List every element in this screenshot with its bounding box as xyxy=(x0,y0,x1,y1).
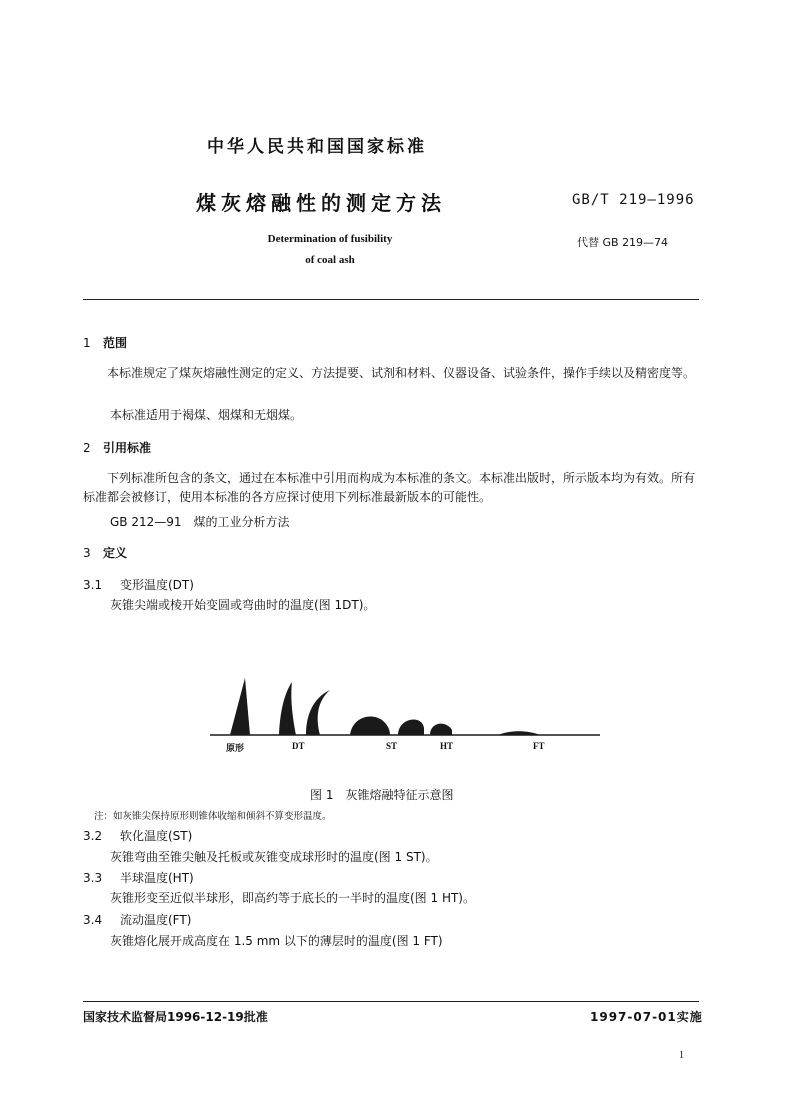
cone-dt-shape xyxy=(279,682,296,735)
header-divider xyxy=(83,299,699,300)
definition-number: 3.4 xyxy=(83,913,103,927)
section-2-heading xyxy=(83,439,151,456)
document-title-cn: 煤灰熔融性的测定方法 xyxy=(196,191,446,215)
cone-dt-bent-shape xyxy=(306,690,330,735)
approval-statement: 国家技术监督局1996-12-19批准 xyxy=(83,1010,268,1024)
cone-ft-shape xyxy=(498,731,540,735)
title-en-line2: of coal ash xyxy=(305,254,355,266)
definition-term: 软化温度(ST) xyxy=(120,829,193,843)
definition-number: 3.1 xyxy=(83,578,103,592)
section-1-paragraph-2: 本标准适用于褐煤、烟煤和无烟煤。 xyxy=(110,408,303,422)
figure-label-st: ST xyxy=(386,741,398,751)
section-3-heading xyxy=(83,544,127,561)
definition-3-3-term xyxy=(83,869,194,886)
footer-divider xyxy=(83,1001,699,1002)
definition-term: 半球温度(HT) xyxy=(120,871,194,885)
definition-number: 3.3 xyxy=(83,871,103,885)
page-number: 1 xyxy=(679,1050,684,1061)
standard-number: GB/T 219—1996 xyxy=(572,192,695,208)
definition-3-4-term xyxy=(83,911,191,928)
figure-label-dt: DT xyxy=(292,741,305,751)
section-title: 引用标准 xyxy=(103,441,152,455)
figure-caption: 图 1 灰锥熔融特征示意图 xyxy=(310,788,454,802)
definition-3-2-term xyxy=(83,827,192,844)
reference-gb212: GB 212—91 煤的工业分析方法 xyxy=(110,515,290,529)
section-number: 1 xyxy=(83,336,91,350)
replaces-standard: 代替 GB 219—74 xyxy=(577,236,669,249)
effective-date: 1997-07-01实施 xyxy=(590,1010,703,1024)
definition-term: 流动温度(FT) xyxy=(120,913,192,927)
document-title-en xyxy=(230,229,430,271)
definition-3-1-text: 灰锥尖端或棱开始变圆或弯曲时的温度(图 1DT)。 xyxy=(110,598,376,612)
figure-note: 注：如灰锥尖保持原形则锥体收缩和倾斜不算变形温度。 xyxy=(94,811,332,822)
section-number: 3 xyxy=(83,546,91,560)
cone-ht-round-shape xyxy=(430,724,452,735)
figure-label-ft: FT xyxy=(533,741,545,751)
figure-label-ht: HT xyxy=(440,741,454,751)
definition-term: 变形温度(DT) xyxy=(120,578,194,592)
cone-ht-shape xyxy=(398,720,424,735)
definition-3-4-text: 灰锥熔化展开成高度在 1.5 mm 以下的薄层时的温度(图 1 FT) xyxy=(110,934,443,948)
definition-3-3-text: 灰锥形变至近似半球形，即高约等于底长的一半时的温度(图 1 HT)。 xyxy=(110,891,475,905)
national-standard-heading: 中华人民共和国国家标准 xyxy=(207,137,427,157)
definition-3-1-term xyxy=(83,576,194,593)
section-1-paragraph-1: 本标准规定了煤灰熔融性测定的定义、方法提要、试剂和材料、仪器设备、试验条件，操作手续以及精密度等。 xyxy=(107,366,696,380)
cone-st-shape xyxy=(350,716,390,735)
section-title: 范围 xyxy=(103,336,128,350)
section-title: 定义 xyxy=(103,546,128,560)
definition-number: 3.2 xyxy=(83,829,103,843)
ash-cone-figure xyxy=(210,670,600,750)
cone-original-shape xyxy=(230,678,250,735)
title-en-line1: Determination of fusibility xyxy=(267,233,393,245)
section-1-heading xyxy=(83,334,127,351)
section-number: 2 xyxy=(83,441,91,455)
definition-3-2-text: 灰锥弯曲至锥尖触及托板或灰锥变成球形时的温度(图 1 ST)。 xyxy=(110,850,438,864)
figure-label-original: 原形 xyxy=(226,743,245,753)
section-2-paragraph-1: 下列标准所包含的条文，通过在本标准中引用而构成为本标准的条文。本标准出版时，所示版本均为有效。所有标准都会被修订，使用本标准的各方应探讨使用下列标准最新版本的可能性。 xyxy=(83,471,696,504)
